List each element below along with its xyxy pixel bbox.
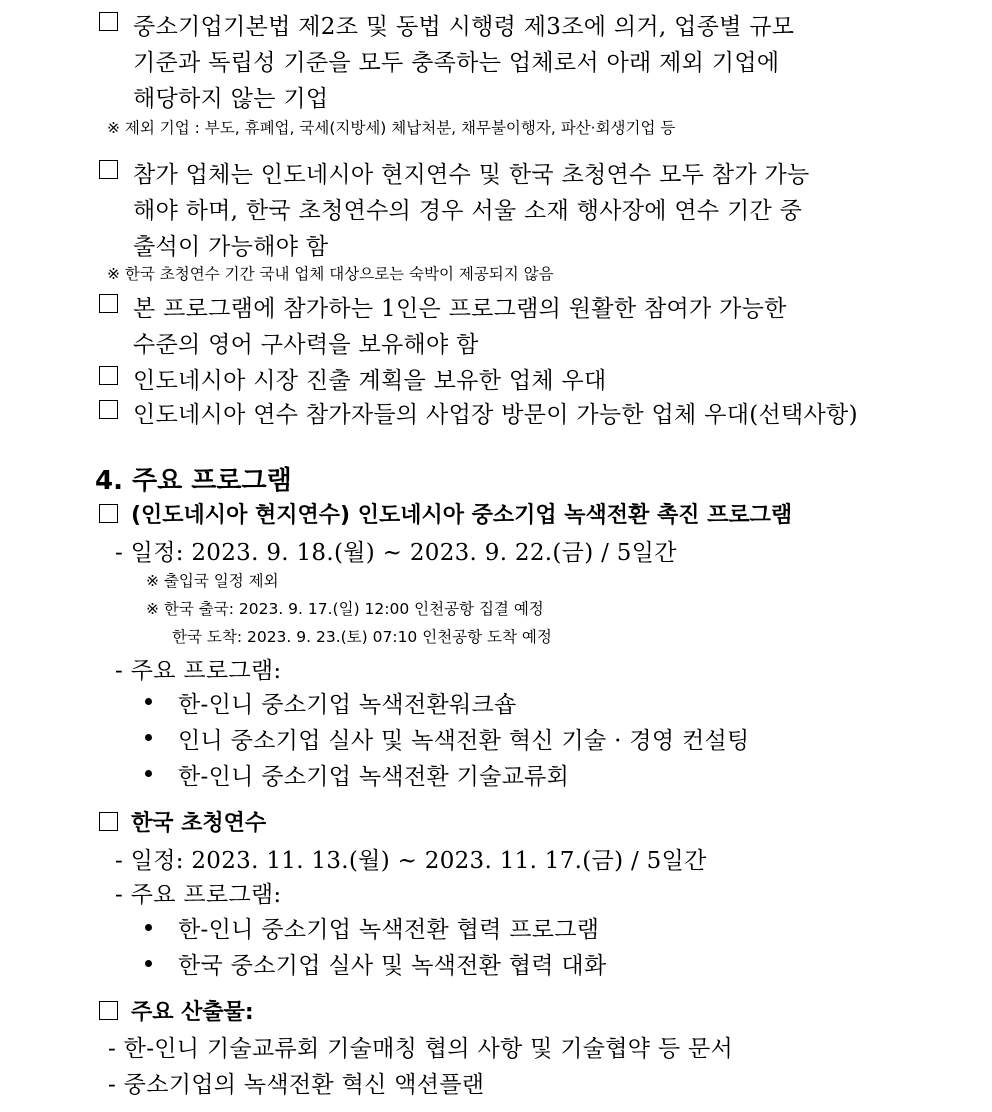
checkbox-square-icon — [99, 160, 118, 179]
eligibility-item-2-note: ※ 한국 초청연수 기간 국내 업체 대상으로는 숙박이 제공되지 않음 — [107, 265, 554, 283]
eligibility-item-5: 인도네시아 연수 참가자들의 사업장 방문이 가능한 업체 우대(선택사항) — [133, 402, 858, 428]
checkbox-square-icon — [99, 366, 118, 385]
bullet-dot-icon — [145, 734, 152, 741]
checkbox-square-icon — [99, 1001, 118, 1020]
bullet-dot-icon — [145, 698, 152, 705]
eligibility-item-3-line-2: 수준의 영어 구사력을 보유해야 함 — [133, 332, 479, 358]
checkbox-square-icon — [99, 12, 118, 31]
eligibility-item-1-line-3: 해당하지 않는 기업 — [133, 86, 329, 112]
bullet-dot-icon — [145, 770, 152, 777]
bullet-dot-icon — [145, 924, 152, 931]
indonesia-programs-label: - 주요 프로그램: — [115, 658, 282, 684]
eligibility-item-1-note: ※ 제외 기업 : 부도, 휴폐업, 국세(지방세) 체납처분, 채무불이행자, 파산·회생기업 등 — [107, 119, 676, 137]
eligibility-item-2-line-2: 해야 하며, 한국 초청연수의 경우 서울 소재 행사장에 연수 기간 중 — [133, 198, 803, 224]
indonesia-program-title: (인도네시아 현지연수) 인도네시아 중소기업 녹색전환 촉진 프로그램 — [131, 503, 793, 528]
indonesia-program-item: 한-인니 중소기업 녹색전환 기술교류회 — [178, 764, 570, 790]
checkbox-square-icon — [99, 400, 118, 419]
outputs-item: - 중소기업의 녹색전환 혁신 액션플랜 — [108, 1072, 485, 1098]
outputs-title: 주요 산출물: — [131, 1000, 254, 1025]
outputs-item: - 한-인니 기술교류회 기술매칭 협의 사항 및 기술협약 등 문서 — [108, 1036, 734, 1062]
korea-program-title: 한국 초청연수 — [131, 811, 267, 836]
indonesia-note-1: ※ 출입국 일정 제외 — [146, 572, 279, 590]
indonesia-note-2b: 한국 도착: 2023. 9. 23.(토) 07:10 인천공항 도착 예정 — [172, 628, 552, 646]
korea-schedule: - 일정: 2023. 11. 13.(월) ~ 2023. 11. 17.(금) / 5일간 — [115, 848, 707, 874]
korea-programs-label: - 주요 프로그램: — [115, 882, 282, 908]
korea-program-item: 한-인니 중소기업 녹색전환 협력 프로그램 — [178, 917, 600, 943]
indonesia-note-2a: ※ 한국 출국: 2023. 9. 17.(일) 12:00 인천공항 집결 예정 — [146, 600, 544, 618]
indonesia-schedule: - 일정: 2023. 9. 18.(월) ~ 2023. 9. 22.(금) / 5일간 — [115, 540, 677, 566]
bullet-dot-icon — [145, 960, 152, 967]
eligibility-item-1-line-2: 기준과 독립성 기준을 모두 충족하는 업체로서 아래 제외 기업에 — [133, 50, 780, 76]
indonesia-program-item: 한-인니 중소기업 녹색전환워크숍 — [178, 692, 517, 718]
eligibility-item-4: 인도네시아 시장 진출 계획을 보유한 업체 우대 — [133, 368, 607, 394]
checkbox-square-icon — [99, 504, 118, 523]
eligibility-item-2-line-1: 참가 업체는 인도네시아 현지연수 및 한국 초청연수 모두 참가 가능 — [133, 162, 810, 188]
eligibility-item-1-line-1: 중소기업기본법 제2조 및 동법 시행령 제3조에 의거, 업종별 규모 — [133, 14, 795, 40]
indonesia-program-item: 인니 중소기업 실사 및 녹색전환 혁신 기술 · 경영 컨설팅 — [178, 728, 750, 754]
eligibility-item-2-line-3: 출석이 가능해야 함 — [133, 234, 329, 260]
checkbox-square-icon — [99, 812, 118, 831]
eligibility-item-3-line-1: 본 프로그램에 참가하는 1인은 프로그램의 원활한 참여가 가능한 — [133, 296, 787, 322]
section-heading: 4. 주요 프로그램 — [95, 466, 292, 496]
korea-program-item: 한국 중소기업 실사 및 녹색전환 협력 대화 — [178, 953, 607, 979]
checkbox-square-icon — [99, 294, 118, 313]
